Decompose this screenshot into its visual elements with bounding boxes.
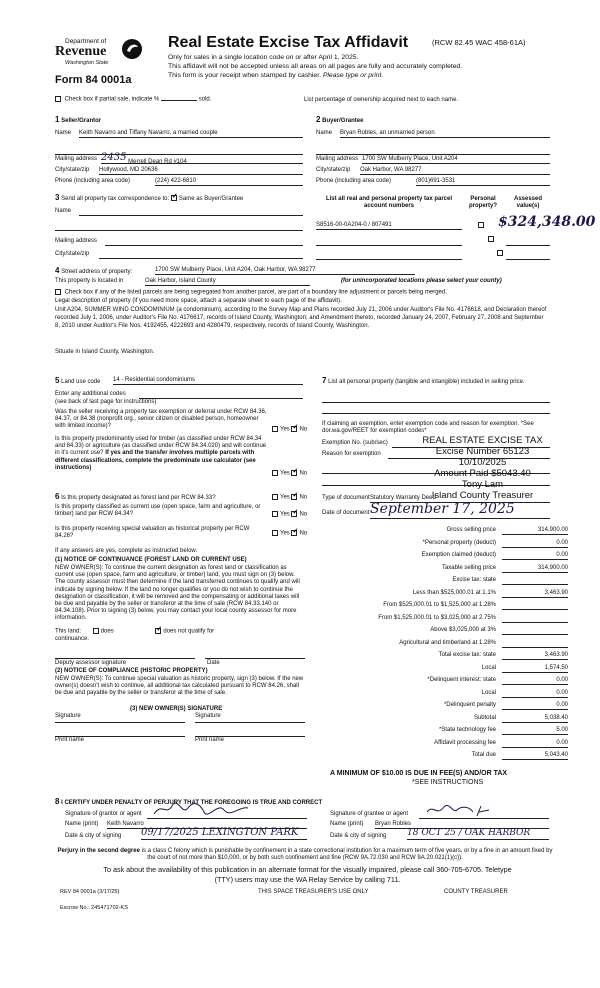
tax-row-label: Exemption claimed (deduct) [421, 552, 496, 558]
escrow-number: Escrow No.: 245471702-KS [60, 905, 128, 911]
see-back-note: (see back of last page for instructions) [55, 399, 157, 405]
perjury-bold: Perjury in the second degree [57, 848, 140, 854]
treasurer-use-only: THIS SPACE TREASURER'S USE ONLY [258, 889, 369, 895]
buyer-city-label: City/state/zip [316, 167, 351, 173]
exemption-no-label: Exemption No. (sub/sec) [322, 440, 388, 446]
doc-type-field[interactable]: Statutory Warranty Deed [370, 495, 550, 503]
stamp-line-3: 10/10/2025 [458, 456, 507, 468]
tax-row-label: Local [481, 664, 496, 671]
grantor-name-label: Name (print) [65, 821, 99, 827]
tax-row-value[interactable] [502, 577, 568, 585]
buyer-section [316, 115, 550, 205]
land-use-label: Land use code [61, 379, 101, 385]
grantor-name-field[interactable]: Keith Navarro [107, 821, 307, 829]
tax-row-value[interactable]: 5.00 [502, 727, 568, 735]
assessed-value-field-2[interactable] [506, 238, 550, 246]
q2-no-label: No [299, 470, 308, 477]
tax-row-label: Less than $525,000.01 at 1.1% [412, 589, 496, 596]
property-number: 4 [55, 266, 60, 275]
certify-number: 8 [55, 797, 60, 806]
grantor-signature-field[interactable] [147, 802, 307, 819]
q1-no-checkbox[interactable] [291, 426, 297, 432]
forest-q2-no: No [299, 511, 308, 518]
assessed-value-field-3[interactable] [506, 252, 550, 260]
correspondence-number: 3 [55, 193, 60, 202]
street-address-field[interactable]: 1700 SW Mulberry Place, Unit A204, Oak Harbor, WA 98277 [155, 267, 415, 275]
seller-address-hand: 2435 [101, 152, 127, 163]
owner-signature-label-1: Signature [55, 713, 81, 719]
forest-number: 6 [55, 492, 60, 501]
additional-codes-label: Enter any additional codes [55, 391, 126, 397]
stamp-line-1: REAL ESTATE EXCISE TAX [422, 435, 543, 446]
tax-row-value[interactable]: 3,463.90 [502, 590, 568, 598]
tax-row-value[interactable] [502, 615, 568, 623]
tax-row-label: *Delinquent penalty [443, 702, 496, 708]
seller-phone-field[interactable]: (224) 422-6810 [155, 178, 303, 186]
tax-row [322, 538, 568, 551]
tax-row-label: Excise tax: state [452, 577, 496, 583]
forest-q2-yes: Yes [280, 511, 290, 518]
assessor-signature-field[interactable] [55, 654, 195, 659]
alt-format-1: To ask about the availability of this publication in an alternate format for the visually impaired, please call 360-705-6705. Teletype [103, 865, 512, 874]
forest-q1-no: No [299, 494, 308, 501]
tax-row-value[interactable]: 0.00 [502, 540, 568, 548]
tax-row-value[interactable]: 0.00 [502, 740, 568, 748]
doc-type-label: Type of document [322, 495, 370, 501]
buyer-heading: Buyer/Grantee [322, 118, 364, 124]
seller-name-field[interactable]: Keith Navarro and Tiffany Navarro, a married couple [79, 130, 303, 138]
legal-label: Legal description of property (if you need more space, attach a separate sheet to each page of the affidavit). [55, 298, 342, 304]
forest-q3: Is this property receiving special valuation as historical property per RCW 84.26? [55, 526, 250, 540]
grantor-sig-label: Signature of grantor or agent [65, 811, 142, 817]
seller-city-label: City/state/zip [55, 167, 90, 173]
timber-question [55, 436, 267, 472]
q1-no-label: No [299, 426, 308, 433]
corr-address-field[interactable] [105, 238, 303, 246]
tax-row-value[interactable]: 0.00 [502, 702, 568, 710]
corr-city-label: City/state/zip [55, 251, 90, 257]
forest-q3-no: No [299, 530, 308, 537]
owner-print-name-label-1: Print name [55, 737, 85, 743]
tax-row [322, 550, 568, 563]
partial-sale-suffix: sold. [198, 96, 212, 103]
q1-yes-checkbox[interactable] [272, 426, 278, 432]
exempt-see: *See dor.wa.gov/REET for exemption codes* [322, 421, 534, 435]
parcel-number-field[interactable]: S8516-00-0A204-0 / 807491 [316, 222, 462, 230]
tax-row-label: Affidavit processing fee [434, 739, 496, 746]
located-label: This property is located in [55, 278, 124, 284]
tax-row-label: *Personal property (deduct) [422, 539, 496, 546]
property-section [55, 266, 550, 355]
does-label: does [100, 628, 114, 635]
buyer-address-field[interactable]: 1700 SW Mulberry Place, Unit A204 [362, 156, 550, 164]
personal-property-checkbox-2[interactable] [488, 236, 494, 242]
tax-row-value[interactable]: 314,900.00 [502, 565, 568, 573]
corr-address-label: Mailing address [55, 238, 98, 244]
grantee-name-label: Name (print) [330, 821, 364, 827]
forest-q1: Is this property designated as forest land per RCW 84.33? [61, 495, 216, 501]
county-treasurer-label: COUNTY TREASURER [444, 889, 508, 895]
tax-row [322, 650, 568, 663]
forest-q3-no-checkbox[interactable] [291, 530, 297, 536]
notice-3 [168, 72, 383, 80]
forest-q2-yes-checkbox[interactable] [272, 511, 278, 517]
tax-row [322, 563, 568, 576]
assessed-value-field[interactable]: $324,348.00 [498, 214, 596, 230]
stamp-line-2: Excise Number 65123 [435, 445, 530, 457]
tax-row [322, 525, 568, 538]
continuance-label: continuance. [55, 636, 90, 642]
seller-name-label: Name [55, 130, 72, 136]
tax-row-value[interactable]: 314,900.00 [502, 527, 568, 535]
certify-heading: I CERTIFY UNDER PENALTY OF PERJURY THAT THE FOREGOING IS TRUE AND CORRECT [61, 800, 323, 806]
tax-row-value[interactable]: 0.00 [502, 552, 568, 560]
corr-name-line-2[interactable] [55, 223, 303, 231]
located-field[interactable]: Oak Harbor, Island County [145, 278, 310, 286]
parcel-number-field-3[interactable] [316, 252, 462, 260]
buyer-name-field[interactable]: Bryan Robles, an unmarried person [340, 130, 550, 138]
buyer-phone-field[interactable]: (801)691-3531 [416, 178, 550, 186]
form-number: Form 84 0001a [55, 74, 132, 86]
tax-row-label: *Delinquent interest: state [427, 677, 496, 683]
tax-row-value[interactable]: 1,574.50 [502, 665, 568, 673]
tax-row [322, 638, 568, 651]
tax-row-label: Total due [471, 752, 496, 758]
tax-row-label: *State technology fee [438, 727, 496, 733]
seller-heading: Seller/Grantor [61, 118, 102, 124]
situate-text: Situate in Island County, Washington. [55, 349, 155, 355]
tax-row-label: Above $3,025,000 at 3% [430, 627, 496, 633]
forest-q3-yes: Yes [280, 530, 290, 537]
tax-row-label: Total excise tax: state [438, 652, 496, 658]
forest-q2-no-checkbox[interactable] [291, 511, 297, 517]
grantee-signature-field[interactable] [419, 802, 549, 819]
tax-row-label: Agricultural and timberland at 1.28% [399, 639, 496, 646]
corr-name-label: Name [55, 208, 72, 214]
corr-city-field[interactable] [99, 251, 303, 259]
forest-q3-yes-checkbox[interactable] [272, 530, 278, 536]
seller-city-field[interactable]: Hollywood, MD 20636 [99, 167, 303, 175]
notice-compliance-body: NEW OWNER(S): To continue special valuation as historic property, sign (3) below. If the new owner(s) doesn't wish to continue, all additional tax calculated pursuant to RCW 84.26, shall be due and payable by the seller or transferor at the time of sale. [55, 676, 304, 697]
grantor-signature-scribble [152, 802, 272, 818]
tax-row [322, 738, 568, 751]
grantee-signature-scribble [425, 802, 505, 818]
stamp-line-6: Island County Treasurer [431, 489, 534, 501]
tax-row [322, 575, 568, 588]
dept-state: Washington State [65, 60, 109, 66]
dor-logo-icon [121, 38, 143, 60]
buyer-city-field[interactable]: Oak Harbor, WA 98277 [360, 167, 550, 175]
parcel-col-3: Assessed value(s) [513, 196, 543, 210]
tax-row [322, 725, 568, 738]
personal-number: 7 [322, 376, 327, 385]
dept-line: Department of [65, 38, 107, 45]
buyer-name-line-2[interactable] [316, 147, 550, 155]
buyer-number: 2 [316, 115, 321, 124]
tax-table [322, 525, 568, 775]
tax-row-value[interactable]: 0.00 [502, 690, 568, 698]
tax-row-value[interactable] [502, 640, 568, 648]
personal-property-checkbox-1[interactable] [478, 222, 484, 228]
rev-number: REV 84 0001a (3/17/25) [60, 889, 120, 895]
personal-line-1[interactable] [322, 395, 550, 403]
personal-line-2[interactable] [322, 406, 550, 414]
tax-row-value[interactable]: 5,038.40 [502, 715, 568, 723]
notice-2: This affidavit will not be accepted unless all areas on all pages are fully and accurately completed. [168, 63, 463, 70]
does-qualify-checkbox[interactable] [93, 628, 99, 634]
form-citation: (RCW 82.45 WAC 458-61A) [432, 38, 526, 47]
partial-sale-label: Check box if partial sale, indicate % [64, 96, 160, 103]
segregated-checkbox[interactable] [55, 289, 61, 295]
exemption-question: Was the seller receiving a property tax exemption or deferral under RCW 84.36, 84.37, or 84.38 (nonprofit org., senior citizen or disabled person, homeowner with limited income)? [55, 409, 267, 430]
tax-row [322, 700, 568, 713]
tax-row-value[interactable] [502, 627, 568, 635]
tax-row [322, 675, 568, 688]
tax-row [322, 663, 568, 676]
land-use-section [55, 376, 317, 488]
this-land-label: This land: [55, 628, 82, 635]
q1-yes-label: Yes [280, 426, 290, 433]
certify-section [55, 797, 550, 847]
unincorporated-note: (for unincorporated locations please select your county) [341, 278, 502, 284]
grantee-name-field[interactable]: Bryan Robles [375, 821, 549, 829]
same-as-buyer-label: Same as Buyer/Grantee [178, 196, 244, 202]
tax-row-value[interactable] [502, 602, 568, 610]
forest-q2: Is this property classified as current use (open space, farm and agriculture, or timber) land per RCW 84.34? [55, 504, 261, 518]
tax-row [322, 613, 568, 626]
notice-3-text: This form is your receipt when stamped by cashier. [168, 72, 321, 79]
exempt-label: If claiming an exemption, enter exemption code and reason for exemption. [322, 421, 520, 427]
perjury-text: is a class C felony which is punishable by confinement in a state correctional institution for a maximum term of five years, or by a fine in an amount fixed by the court of not more than $10,000, or by both such confinement and fine (RCW 9A.72.030 and RCW 9A.20.021(1)(c)). [141, 848, 553, 862]
correspondence-label: Send all property tax correspondence to: [61, 196, 170, 202]
parcel-table [316, 196, 596, 262]
tax-row-label: Gross selling price [446, 527, 496, 533]
minimum-fee-note: A MINIMUM OF $10.00 IS DUE IN FEE(S) AND/OR TAX [330, 770, 508, 777]
seller-phone-label: Phone (including area code) [55, 178, 131, 184]
grantee-sig-label: Signature of grantee or agent [330, 811, 409, 817]
legal-description: Unit A204, SUMMER WIND CONDOMINIUM (a condominium), according to the Survey Map and Plans recorded July 21, 2006 under Auditor's File No. 4176618, and Declaration thereof recorded July 1, 2006, under Auditor's File No. 4176617, records of Island County, Washington; and Amendment thereto, recorded January 24, 2007, February 27, 2008 and September 8, 2010 under Auditor's File Nos. 4192455, 4222693 and 4280479, respectively, records of Island County, Washington. [55, 307, 547, 329]
dept-name: Revenue [55, 44, 107, 59]
tax-row [322, 713, 568, 726]
notice-continuance-heading: (1) NOTICE OF CONTINUANCE (FOREST LAND OR CURRENT USE) [55, 557, 247, 563]
reason-label: Reason for exemption [322, 451, 381, 457]
correspondence-section [55, 193, 305, 263]
q2-yes-label: Yes [280, 470, 290, 477]
if-yes-note: If any answers are yes, complete as instructed below. [55, 548, 198, 554]
assessor-sig-label: Deputy assessor signature [55, 660, 127, 666]
does-not-label: does not qualify for [163, 628, 215, 635]
partial-sale-row [55, 96, 211, 104]
tax-row [322, 750, 568, 763]
timber-question-text: Is this property predominantly used for timber (as classified under RCW 84.34 and 84.33) or agriculture (as classified under RCW 84.34.020) and will continue in it's current use? [55, 436, 267, 457]
grantee-date-field[interactable]: 18 OCT 25 / OAK HARBOR [407, 828, 549, 840]
buyer-name-label: Name [316, 130, 333, 136]
tax-row-label: Subtotal [473, 714, 496, 721]
partial-sale-percent-field[interactable] [161, 100, 197, 101]
forest-q1-yes: Yes [280, 494, 290, 501]
q2-yes-checkbox[interactable] [272, 470, 278, 476]
timber-question-bold: If yes and the transfer involves multiple parcels with different classifications, complete the predominate use calculator (see instructions) [55, 450, 256, 471]
new-owner-signature-heading: (3) NEW OWNER(S) SIGNATURE [130, 706, 223, 712]
tax-row-label: From $525,000.01 to $1,525,000 at 1.28% [383, 602, 496, 608]
segregated-label: Check box if any of the listed parcels are being segregated from another parcel, are part of a boundary line adjustment or parcels being merged. [64, 289, 447, 296]
tax-row-label: Taxable selling price [441, 564, 496, 571]
form-title: Real Estate Excise Tax Affidavit [168, 34, 409, 51]
grantor-date-label: Date & city of signing [65, 833, 122, 839]
tax-row-label: Local [481, 689, 496, 696]
does-not-qualify-checkbox[interactable] [155, 628, 161, 634]
forest-q1-yes-checkbox[interactable] [272, 494, 278, 500]
forest-section [55, 492, 317, 792]
doc-date-field[interactable]: September 17, 2025 [370, 501, 550, 519]
personal-label: List all personal property (tangible and intangible) included in selling price. [328, 379, 525, 385]
dor-logo [55, 38, 155, 70]
notice-1: Only for sales in a single location code on or after April 1, 2025. [168, 54, 359, 61]
stamp-line-4: Amount Paid $5043.40 [434, 467, 531, 479]
tax-row [322, 588, 568, 601]
corr-name-field[interactable] [79, 208, 303, 216]
parcel-col-1: List all real and personal property tax parcel account numbers [325, 196, 453, 210]
seller-section [55, 115, 305, 205]
tax-row [322, 688, 568, 701]
perjury-note [55, 848, 555, 862]
excise-tax-stamp [410, 436, 555, 502]
owner-print-name-label-2: Print name [195, 737, 225, 743]
notice-3-italic: Please type or print. [322, 72, 384, 79]
buyer-address-label: Mailing address [316, 156, 359, 162]
street-label: Street address of property: [61, 269, 133, 275]
assessor-date-label: Date [207, 660, 220, 666]
notice-continuance-body: NEW OWNER(S): To continue the current designation as forest land or classification as current use (open space, farm and agriculture, or timber) land, you must sign on (3) below. The county assessor must then determine if the land transferred continues to qualify and will indicate by signing below. If the land no longer qualifies or you do not wish to continue the designation or classification, it will be removed and the compensating or additional taxes will be due and payable by the seller or transferor at the time of sale (RCW 84.33.140 or 84.34.108). Prior to signing (3) below, you may contact your local county assessor for more information. [55, 565, 300, 622]
seller-address-field[interactable] [101, 152, 303, 165]
stamp-line-5: Tony Lam [461, 478, 504, 490]
notice-compliance-heading: (2) NOTICE OF COMPLIANCE (HISTORIC PROPERTY) [55, 668, 208, 674]
q2-no-checkbox[interactable] [291, 470, 297, 476]
tax-row-label: From $1,525,000.01 to $3,025,000 at 2.75% [378, 614, 496, 621]
seller-name-line-2[interactable] [55, 147, 303, 155]
parcel-col-2: Personal property? [468, 196, 497, 210]
grantee-date-label: Date & city of signing [330, 833, 387, 839]
land-use-code-field[interactable]: 14 - Residential condominiums [113, 377, 303, 385]
seller-address-text: Merrell Dean Rd #104 [128, 159, 187, 165]
tax-row-value[interactable]: 3,463.90 [502, 652, 568, 660]
tax-row-value[interactable]: 5,043.40 [502, 752, 568, 760]
ownership-label: List percentage of ownership acquired next to each name. [304, 97, 459, 103]
tax-row-value[interactable]: 0.00 [502, 677, 568, 685]
see-instructions-note: *SEE INSTRUCTIONS [412, 779, 484, 786]
doc-date-label: Date of document [322, 510, 370, 516]
grantor-date-field[interactable]: 09/17/2025 LEXINGTON PARK [141, 827, 307, 840]
parcel-number-field-2[interactable] [316, 238, 462, 246]
alt-format-2: (TTY) users may use the WA Relay Service by calling 711. [214, 875, 401, 884]
partial-sale-checkbox[interactable] [55, 96, 61, 102]
personal-property-checkbox-3[interactable] [497, 250, 503, 256]
owner-signature-label-2: Signature [195, 713, 221, 719]
tax-row [322, 625, 568, 638]
same-as-buyer-checkbox[interactable] [171, 195, 177, 201]
buyer-phone-label: Phone (including area code) [316, 178, 392, 184]
seller-address-label: Mailing address [55, 156, 98, 162]
additional-codes-field[interactable] [139, 391, 303, 399]
land-use-number: 5 [55, 376, 60, 385]
assessor-date-field[interactable] [205, 654, 305, 659]
forest-q1-no-checkbox[interactable] [291, 494, 297, 500]
seller-number: 1 [55, 115, 60, 124]
tax-row [322, 600, 568, 613]
